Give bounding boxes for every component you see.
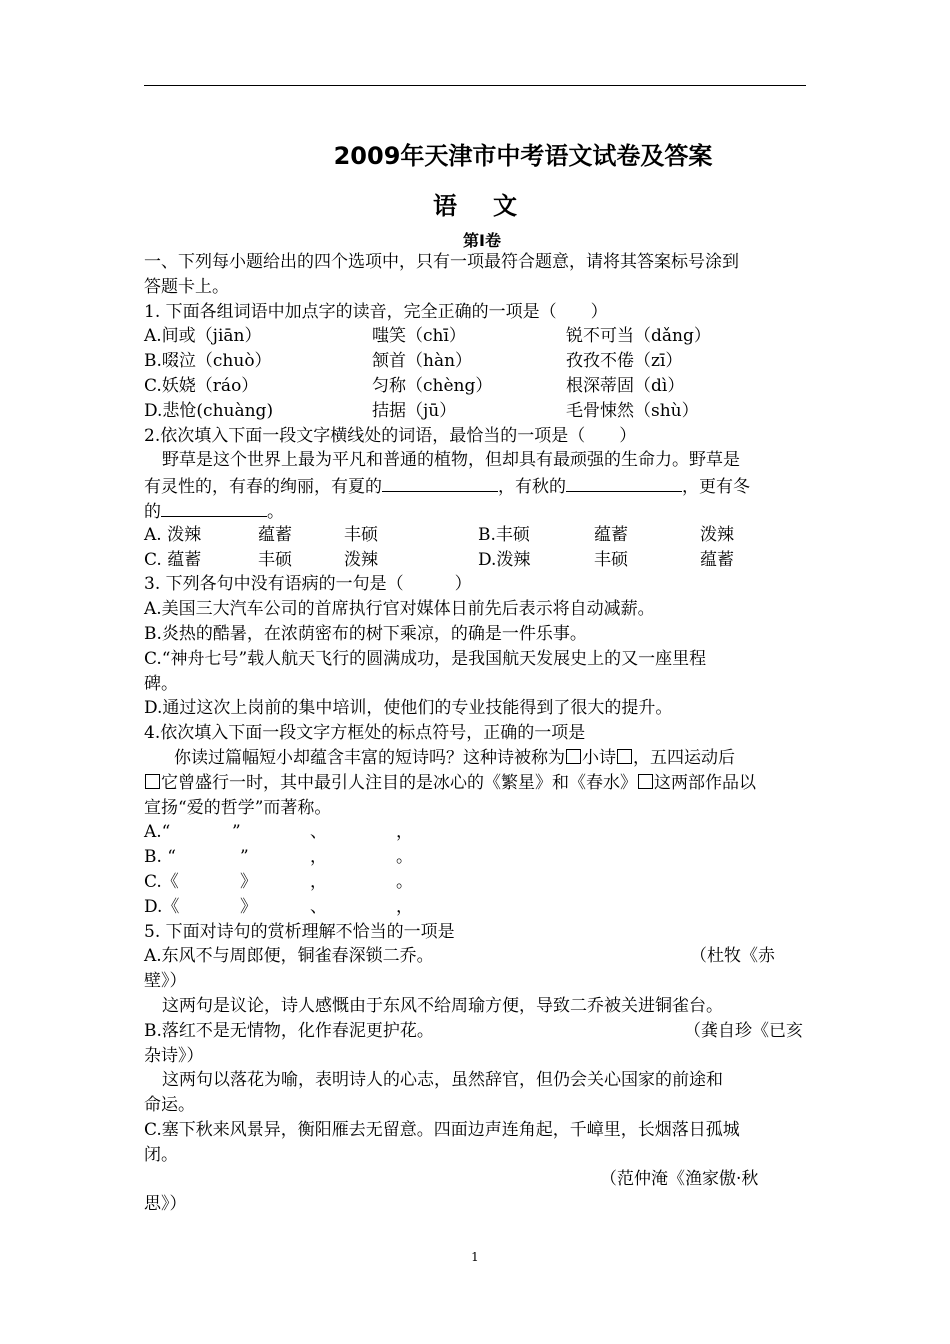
- option-mark: ，: [396, 822, 413, 843]
- exam-body: [144, 250, 808, 1217]
- option-cell: 拮据（jū）: [372, 400, 457, 421]
- question-5-option-c-source-line: [144, 1167, 808, 1192]
- question-5-stem: 5. 下面对诗句的赏析理解不恰当的一项是: [144, 921, 455, 942]
- fill-blank-3: [161, 498, 267, 517]
- question-3-option-c: C.“神舟七号”载人航天飞行的圆满成功，是我国航天发展史上的又一座里程: [144, 648, 707, 669]
- volume-heading: 第I卷: [463, 231, 501, 250]
- passage-text: 的: [144, 501, 161, 522]
- question-4-option-c: [144, 870, 808, 895]
- section-intro: 一、下列每小题给出的四个选项中，只有一项最符合题意，请将其答案标号涂到: [144, 252, 739, 272]
- question-3-option-b: B.炎热的酷暑，在浓荫密布的树下乘凉，的确是一件乐事。: [144, 623, 587, 644]
- question-5-option-b: [144, 1019, 808, 1044]
- option-label: B.丰硕: [478, 524, 530, 545]
- question-2-passage: 野草是这个世界上最为平凡和普通的植物，但却具有最顽强的生命力。野草是: [162, 450, 740, 471]
- option-cell: B.啜泣（chuò）: [144, 351, 272, 372]
- question-5-option-a-source: 壁》）: [144, 971, 187, 992]
- question-2-stem: 2.依次填入下面一段文字横线处的词语，最恰当的一项是（ ）: [144, 425, 637, 446]
- option-mark: ”: [232, 822, 241, 843]
- poem-source: （龚自珍《已亥: [684, 1020, 803, 1041]
- passage-text: 小诗: [582, 747, 616, 768]
- question-3-option-d: D.通过这次上岗前的集中培训，使他们的专业技能得到了很大的提升。: [144, 698, 673, 719]
- passage-text: 这两部作品以: [654, 772, 756, 793]
- question-4-passage-end: 宣扬“爱的哲学”而著称。: [144, 797, 332, 818]
- option-cell: 孜孜不倦（zī）: [566, 351, 683, 372]
- question-4-stem: 4.依次填入下面一段文字方框处的标点符号，正确的一项是: [144, 723, 586, 744]
- option-mark: ”: [240, 847, 249, 868]
- option-cell: 根深蒂固（dì）: [566, 375, 685, 396]
- question-5-option-b-analysis: 这两句以落花为喻，表明诗人的心志，虽然辞官，但仍会关心国家的前途和: [162, 1070, 723, 1091]
- option-cell: 匀称（chèng）: [372, 375, 493, 396]
- option-cell: D.悲怆(chuàng): [144, 400, 274, 421]
- poem-source: （范仲淹《渔家傲·秋: [600, 1169, 759, 1190]
- option-mark: 》: [240, 896, 257, 917]
- option-label: C. 蕴蓄: [144, 549, 202, 570]
- poem-source: （杜牧《赤: [690, 946, 775, 967]
- option-label: A. 泼辣: [144, 524, 202, 545]
- poem-line: A.东风不与周郎便，铜雀春深锁二乔。: [144, 946, 434, 967]
- question-4-option-d: [144, 895, 808, 920]
- page-title: 2009年天津市中考语文试卷及答案: [333, 142, 713, 170]
- option-mark: ，: [310, 871, 327, 892]
- passage-text: 有灵性的，有春的绚丽，有夏的: [144, 477, 382, 498]
- question-5-option-a: [144, 944, 808, 969]
- option-cell: C.妖娆（ráo）: [144, 375, 259, 396]
- option-mark: 》: [240, 871, 257, 892]
- option-label: D.泼辣: [478, 549, 531, 570]
- option-word: 蕴蓄: [594, 524, 628, 545]
- option-mark: 、: [310, 896, 327, 917]
- fill-blank-2: [566, 473, 682, 492]
- option-word: 丰硕: [344, 524, 378, 545]
- passage-text: ，五四运动后: [633, 747, 735, 768]
- option-word: 泼辣: [700, 524, 734, 545]
- question-1-stem: 1. 下面各组词语中加点字的读音，完全正确的一项是（ ）: [144, 301, 608, 322]
- option-word: 泼辣: [344, 549, 378, 570]
- question-2-passage-end: [144, 498, 808, 523]
- question-1-option-d: [144, 399, 808, 424]
- punctuation-box-3: [145, 774, 160, 789]
- punctuation-box-2: [617, 749, 632, 764]
- passage-text: 它曾盛行一时，其中最引人注目的是冰心的《繁星》和《春水》: [161, 772, 637, 793]
- punctuation-box-4: [638, 774, 653, 789]
- question-4-option-a: [144, 820, 808, 845]
- question-5-option-c-cont: 闭。: [144, 1144, 178, 1165]
- question-4-passage: [144, 746, 808, 771]
- option-word: 丰硕: [258, 549, 292, 570]
- option-mark: D.《: [144, 896, 180, 917]
- option-word: 蕴蓄: [700, 549, 734, 570]
- option-mark: C.《: [144, 871, 179, 892]
- question-2-options-cd: [144, 548, 808, 573]
- question-5-option-c: C.塞下秋来风景异，衡阳雁去无留意。四面边声连角起，千嶂里，长烟落日孤城: [144, 1119, 740, 1140]
- passage-text: 你读过篇幅短小却蕴含丰富的短诗吗？这种诗被称为: [174, 747, 565, 768]
- option-cell: 锐不可当（dǎng）: [566, 326, 711, 347]
- subject-heading: 语文: [433, 192, 553, 220]
- passage-text: ，更有冬: [682, 477, 750, 498]
- question-1-option-b: [144, 349, 808, 374]
- option-mark: 。: [396, 847, 413, 868]
- question-3-option-c-cont: 碑。: [144, 673, 178, 694]
- passage-text: ，有秋的: [498, 477, 566, 498]
- poem-line: B.落红不是无情物，化作春泥更护花。: [144, 1020, 434, 1041]
- question-2-options-ab: [144, 523, 808, 548]
- option-mark: A.“: [144, 822, 171, 843]
- question-2-passage-cont: [144, 473, 808, 498]
- option-mark: 、: [310, 822, 327, 843]
- option-word: 蕴蓄: [258, 524, 292, 545]
- page-number: 1: [471, 1250, 479, 1264]
- question-4-option-b: [144, 845, 808, 870]
- option-cell: A.间或（jiān）: [144, 326, 262, 347]
- question-5-option-b-source: 杂诗》）: [144, 1045, 204, 1066]
- option-mark: B. “: [144, 847, 176, 868]
- option-cell: 颔首（hàn）: [372, 351, 473, 372]
- question-5-option-c-source: 思》）: [144, 1194, 187, 1215]
- option-mark: 。: [396, 871, 413, 892]
- question-3-option-a: A.美国三大汽车公司的首席执行官对媒体日前先后表示将自动减薪。: [144, 599, 655, 620]
- option-cell: 嗤笑（chī）: [372, 326, 466, 347]
- fill-blank-1: [382, 473, 498, 492]
- question-1-option-c: [144, 374, 808, 399]
- option-cell: 毛骨悚然（shù）: [566, 400, 699, 421]
- question-1-option-a: [144, 324, 808, 349]
- header-rule: [144, 85, 806, 86]
- punctuation-box-1: [566, 749, 581, 764]
- question-3-stem: 3. 下列各句中没有语病的一句是（ ）: [144, 574, 472, 595]
- option-word: 丰硕: [594, 549, 628, 570]
- passage-text: 。: [267, 501, 284, 522]
- option-mark: ，: [310, 847, 327, 868]
- question-5-option-b-analysis-cont: 命运。: [144, 1095, 195, 1116]
- question-4-passage-cont: [144, 771, 808, 796]
- question-5-option-a-analysis: 这两句是议论，诗人感慨由于东风不给周瑜方便，导致二乔被关进铜雀台。: [162, 995, 723, 1016]
- section-intro-cont: 答题卡上。: [144, 276, 229, 297]
- option-mark: ，: [396, 896, 413, 917]
